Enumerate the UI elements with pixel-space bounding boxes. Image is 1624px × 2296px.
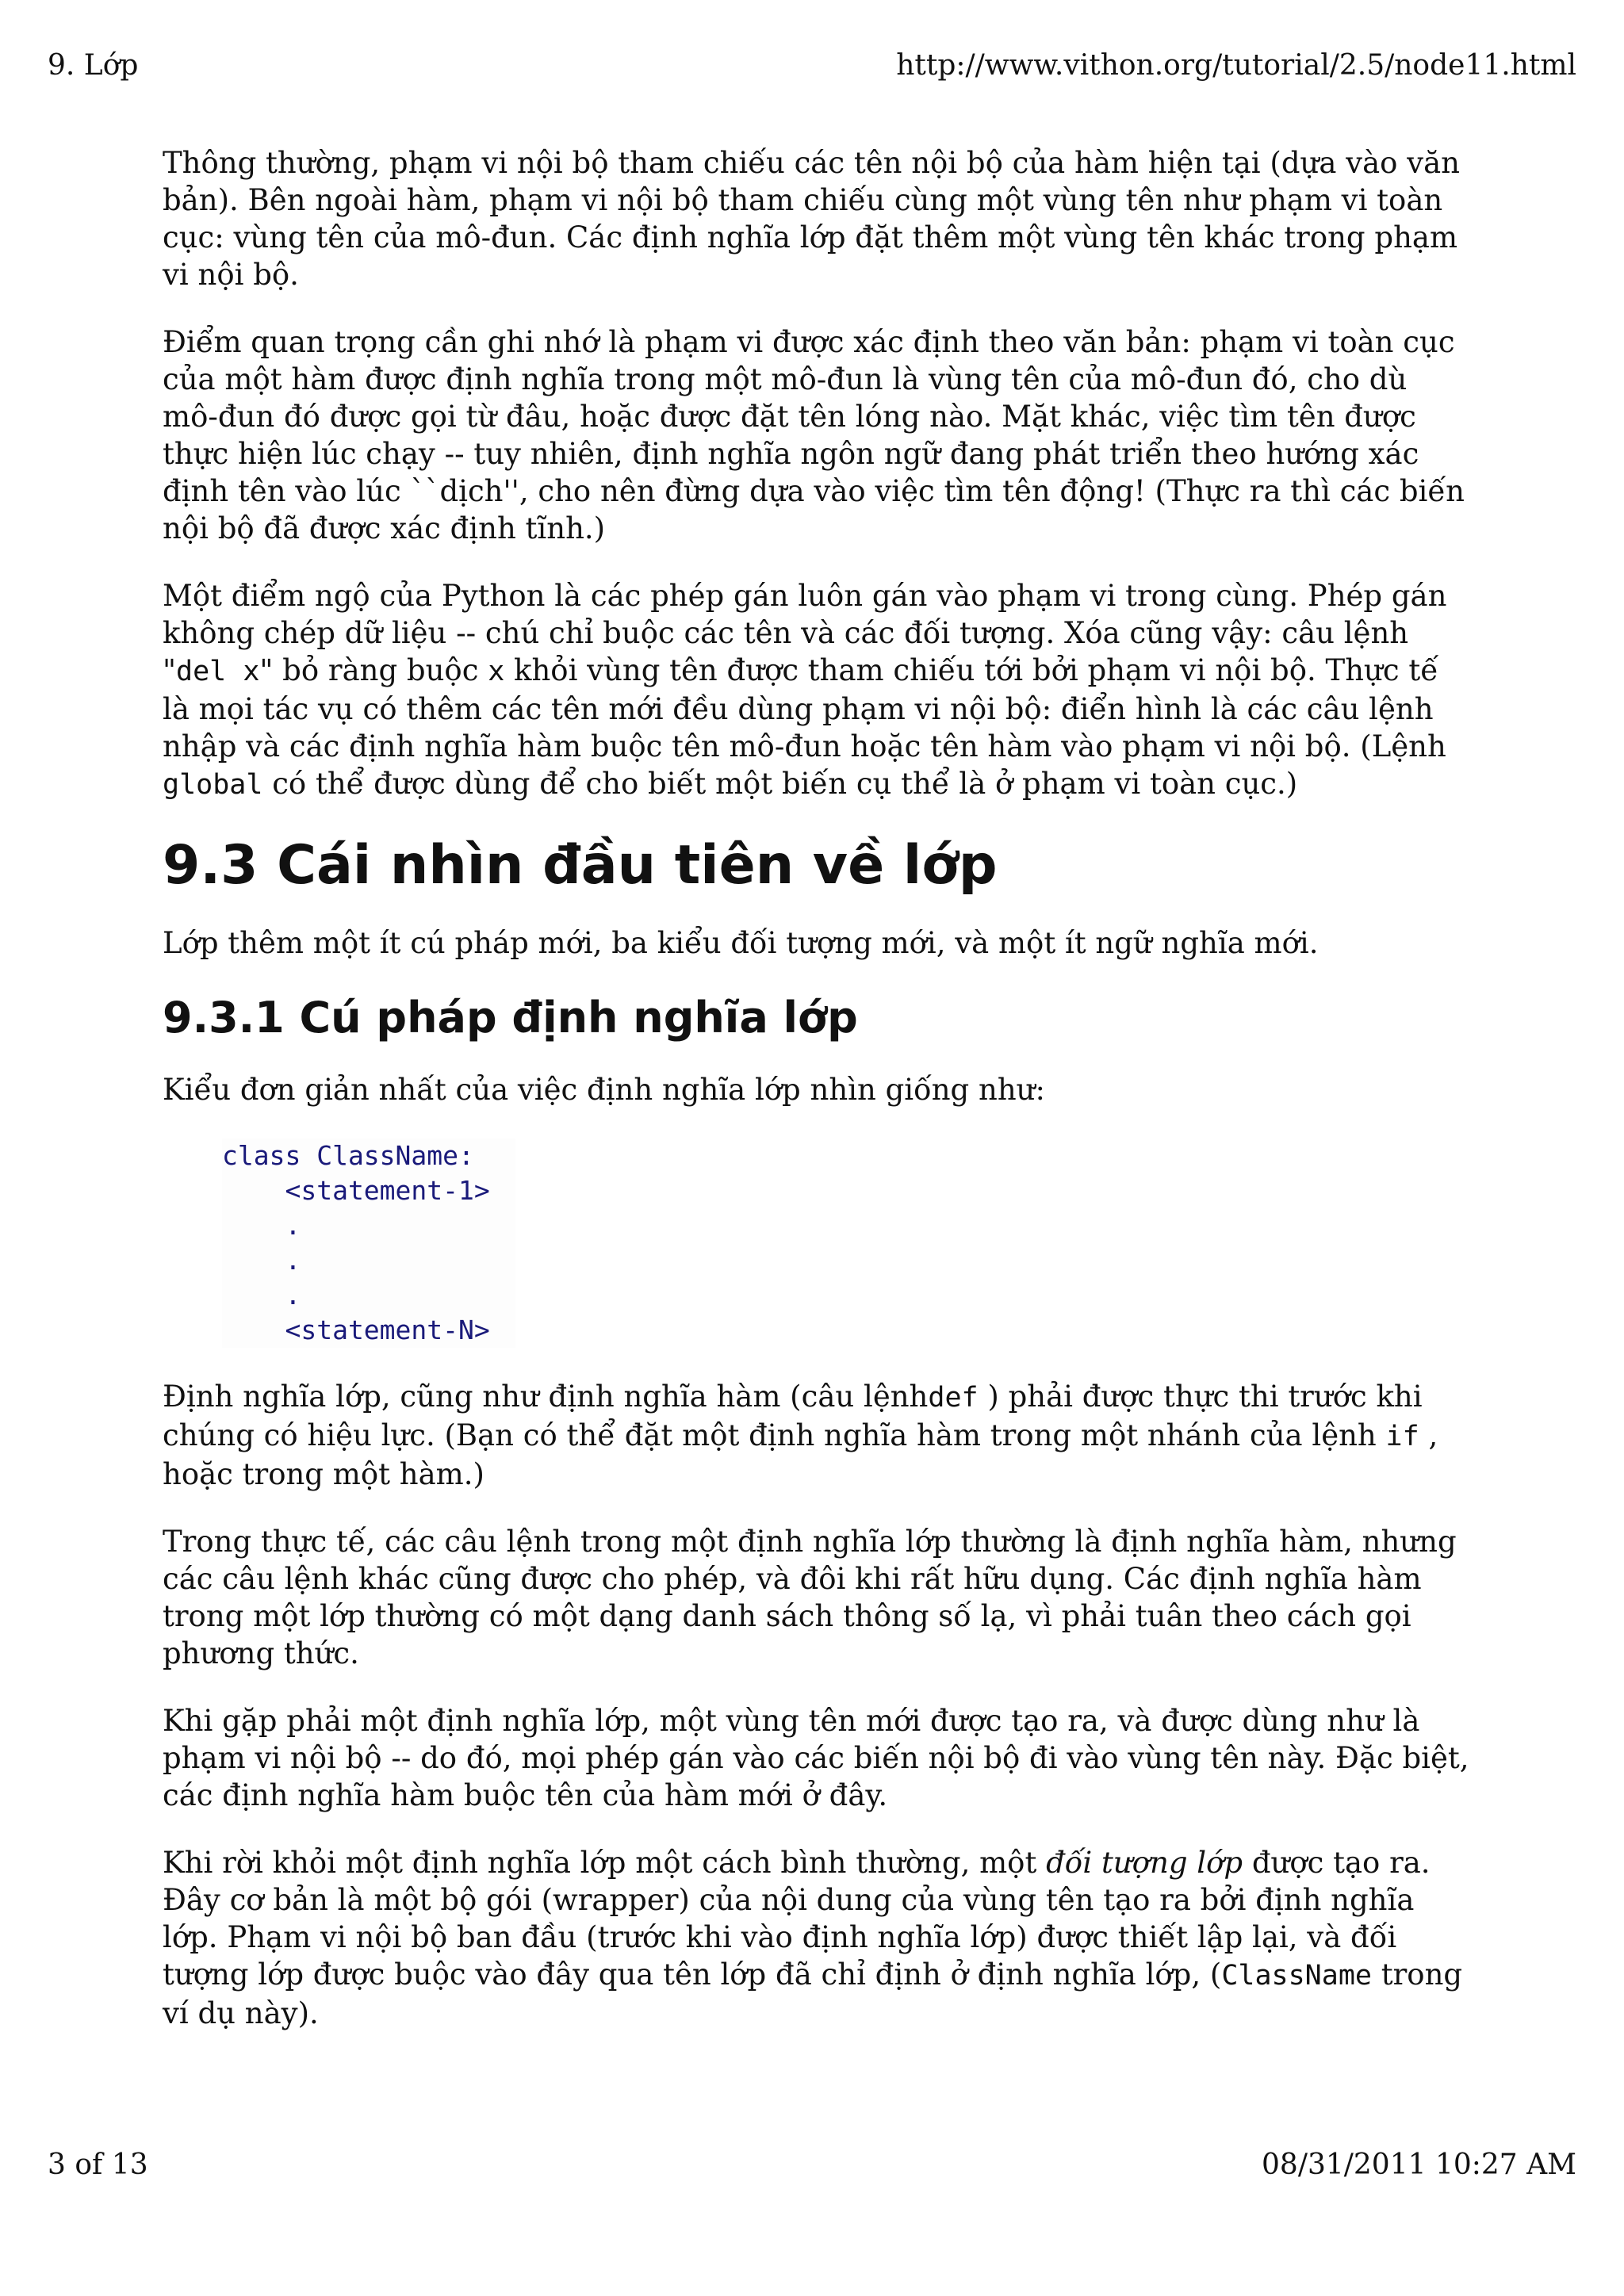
page-number: 3 of 13 — [48, 2149, 148, 2181]
inline-code-x: x — [488, 656, 505, 687]
print-header — [48, 49, 1576, 87]
text-segment: Một điểm ngộ của Python là các phép gán luôn gán vào phạm vi trong cùng. Phép gán không chép dữ liệu -- chú chỉ buộc các tên và các đối tượng. Xóa cũng vậy: câu lệnh " — [163, 579, 1447, 687]
subsection-heading-9-3-1: 9.3.1 Cú pháp định nghĩa lớp — [163, 993, 858, 1043]
chapter-title: 9. Lớp — [48, 49, 139, 82]
text-segment: được tạo ra. Đây cơ bản là một bộ gói (wrapper) của nội dung của vùng tên tạo ra bởi định nghĩa lớp. Phạm vi nội bộ ban đầu (trước khi vào định nghĩa lớp) được thiết lập lại, và đối tượng lớp được buộc vào đây qua tên lớp đã chỉ định ở định nghĩa lớp, ( — [163, 1846, 1431, 1992]
text-segment: Khi rời khỏi một định nghĩa lớp một cách bình thường, một — [163, 1846, 1047, 1880]
print-footer — [48, 2149, 1576, 2187]
text-segment: trong ví dụ này). — [163, 1957, 1463, 2030]
inline-code-global: global — [163, 769, 263, 801]
inline-code-classname: ClassName — [1221, 1960, 1372, 1992]
print-datetime: 08/31/2011 10:27 AM — [1262, 2149, 1576, 2181]
text-segment: khỏi vùng tên được tham chiếu tới bởi phạm vi nội bộ. Thực tế là mọi tác vụ có thêm các tên mới đều dùng phạm vi nội bộ: điển hình là các câu lệnh nhập và các định nghĩa hàm buộc tên mô-đun hoặc tên hàm vào phạm vi nội bộ. (Lệnh — [163, 653, 1446, 763]
section-heading-9-3: 9.3 Cái nhìn đầu tiên về lớp — [163, 834, 998, 897]
paragraph-class-intro: Lớp thêm một ít cú pháp mới, ba kiểu đối tượng mới, và một ít ngữ nghĩa mới. — [163, 926, 1319, 960]
paragraph-assignment-binding — [163, 577, 1471, 804]
emphasis-class-object: đối tượng lớp — [1046, 1846, 1243, 1880]
main-content — [163, 144, 1471, 2062]
text-segment: Định nghĩa lớp, cũng như định nghĩa hàm (câu lệnh — [163, 1380, 929, 1414]
text-segment: , hoặc trong một hàm.) — [163, 1418, 1438, 1491]
paragraph-textual-scope: Điểm quan trọng cần ghi nhớ là phạm vi được xác định theo văn bản: phạm vi toàn cục của một hàm được định nghĩa trong một mô-đun là vùng tên của mô-đun đó, cho dù mô-đun đó được gọi từ đâu, hoặc được đặt tên lóng nào. Mặt khác, việc tìm tên được thực hiện lúc chạy -- tuy nhiên, định nghĩa ngôn ngữ đang phát triển theo hướng xác định tên vào lúc ``dịch'', cho nên đừng dựa vào việc tìm tên động! (Thực ra thì các biến nội bộ đã được xác định tĩnh.) — [163, 325, 1465, 545]
paragraph-local-scope: Thông thường, phạm vi nội bộ tham chiếu các tên nội bộ của hàm hiện tại (dựa vào văn bản). Bên ngoài hàm, phạm vi nội bộ tham chiếu cùng một vùng tên như phạm vi toàn cục: vùng tên của mô-đun. Các định nghĩa lớp đặt thêm một vùng tên khác trong phạm vi nội bộ. — [163, 146, 1460, 292]
inline-code-def: def — [928, 1382, 979, 1414]
code-block-class-definition: class ClassName: <statement-1> . . . <statement-N> — [222, 1138, 515, 1348]
paragraph-class-def-execution — [163, 1378, 1471, 1493]
paragraph-simplest-form: Kiểu đơn giản nhất của việc định nghĩa lớp nhìn giống như: — [163, 1073, 1045, 1107]
text-segment: " bỏ ràng buộc — [259, 653, 488, 687]
text-segment: ) phải được thực thi trước khi chúng có hiệu lực. (Bạn có thể đặt một định nghĩa hàm trong một nhánh của lệnh — [163, 1380, 1423, 1452]
paragraph-class-object — [163, 1844, 1471, 2032]
inline-code-if: if — [1385, 1421, 1419, 1452]
text-segment: có thể được dùng để cho biết một biến cụ thể là ở phạm vi toàn cục.) — [262, 767, 1298, 801]
paragraph-statements-in-class: Trong thực tế, các câu lệnh trong một định nghĩa lớp thường là định nghĩa hàm, nhưng các câu lệnh khác cũng được cho phép, và đôi khi rất hữu dụng. Các định nghĩa hàm trong một lớp thường có một dạng danh sách thông số lạ, vì phải tuân theo cách gọi phương thức. — [163, 1525, 1457, 1670]
paragraph-new-namespace: Khi gặp phải một định nghĩa lớp, một vùng tên mới được tạo ra, và được dùng như là phạm vi nội bộ -- do đó, mọi phép gán vào các biến nội bộ đi vào vùng tên này. Đặc biệt, các định nghĩa hàm buộc tên của hàm mới ở đây. — [163, 1704, 1469, 1812]
inline-code-del-x: del x — [176, 656, 260, 687]
page-url: http://www.vithon.org/tutorial/2.5/node11.html — [896, 49, 1576, 82]
